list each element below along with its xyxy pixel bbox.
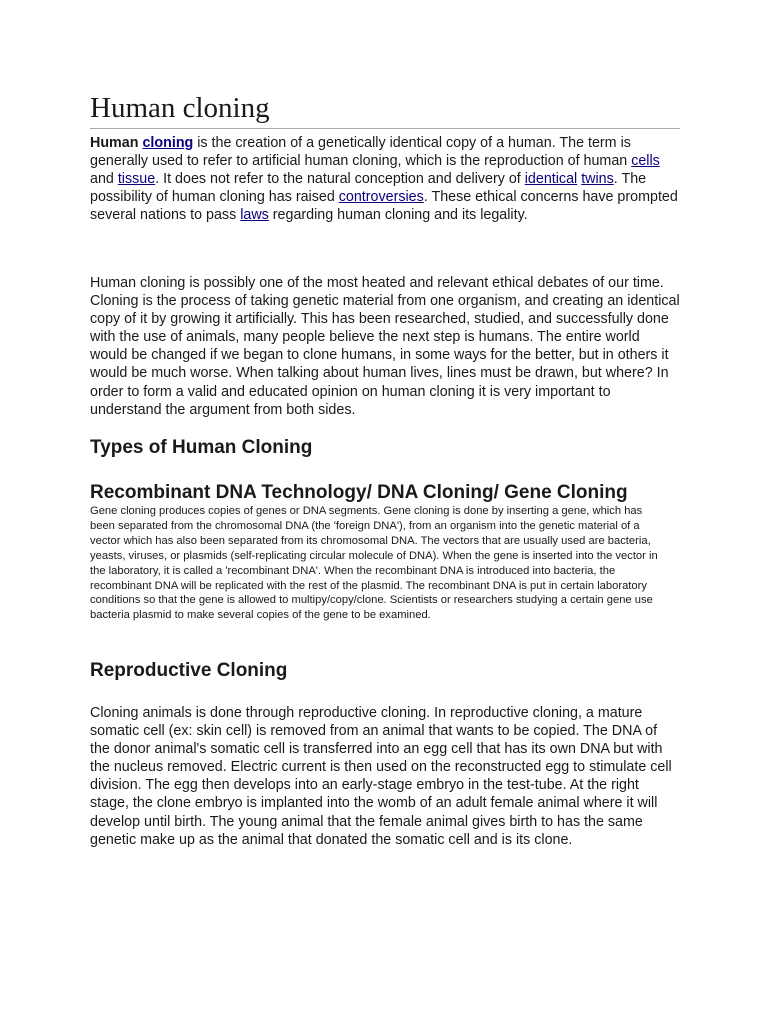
intro-text-1: is the creation of a genetically identical copy of a human. The term is generally used to refer to artificial human cloning, which is the reproduction of human (90, 135, 632, 170)
reproductive-cloning-heading: Reproductive Cloning (90, 660, 288, 681)
cloning-debate-paragraph: Human cloning is possibly one of the most heated and relevant ethical debates of our time. Cloning is the process of taking genetic material from one organism, and creating an identical copy of it by growing it artificially. This has been researched, studied, and successfully done with the use of animals, many people believe the next step is humans. The entire world would be changed if we began to clone humans, in some ways for the better, but in others it would be much worse. When talking about human lives, lines must be drawn, but where? In order to form a valid and educated opinion on human cloning it is very important to understand the argument from both sides. (90, 275, 680, 418)
intro-bold-term: Human (90, 135, 139, 151)
link-cells[interactable]: cells (631, 153, 660, 170)
intro-text-5: . The possibility of human cloning has raised (90, 171, 647, 206)
link-controversies[interactable]: controversies (338, 189, 424, 206)
link-tissue[interactable]: tissue (117, 171, 156, 188)
gene-cloning-paragraph: Gene cloning produces copies of genes or DNA segments. Gene cloning is done by inserting a gene, which has been separated from the chromosomal DNA (the 'foreign DNA'), from an organism into the genetic material of a vector which has also been separated from its chromosomal DNA. The vectors that are usually used are bacteria, yeasts, viruses, or plasmids (self-replicating circular molecule of DNA). When the gene is inserted into the vector in the laboratory, it is called a 'recombinant DNA'. When the recombinant DNA is introduced into bacteria, the recombinant DNA will be replicated with the rest of the plasmid. The recombinant DNA is put in certain laboratory conditions so that the gene is allowed to multipy/copy/clone. Scientists or researchers studying a certain gene use bacteria plasmid to make several copies of the gene to be examined. (90, 505, 658, 622)
intro-text-3: . It does not refer to the natural conception and delivery of (155, 171, 525, 188)
intro-paragraph (90, 134, 680, 224)
types-heading: Types of Human Cloning (90, 437, 313, 458)
reproductive-cloning-paragraph: Cloning animals is done through reproductive cloning. In reproductive cloning, a mature somatic cell (ex: skin cell) is removed from an animal that wants to be copied. The DNA of the donor animal's somatic cell is transferred into an egg cell that has its own DNA but with the nucleus removed. Electric current is then used on the reconstructed egg to stimulate cell division. The egg then develops into an early-stage embryo in the test-tube. At the right stage, the clone embryo is implanted into the womb of an adult female animal where it will develop until birth. The young animal that the female animal gives birth to has the same genetic make up as the animal that donated the somatic cell and is its clone. (90, 705, 672, 848)
recombinant-dna-heading: Recombinant DNA Technology/ DNA Cloning/ Gene Cloning (90, 482, 628, 503)
page-title: Human cloning (90, 90, 680, 129)
link-cloning[interactable]: cloning (142, 135, 194, 151)
link-laws[interactable]: laws (240, 207, 269, 224)
link-twins[interactable]: twins (581, 171, 614, 188)
intro-text-7: regarding human cloning and its legality. (268, 207, 528, 224)
link-identical[interactable]: identical (524, 171, 578, 188)
intro-text-6: . These ethical concerns have prompted several nations to pass (90, 189, 678, 224)
intro-text-2: and (90, 171, 118, 188)
